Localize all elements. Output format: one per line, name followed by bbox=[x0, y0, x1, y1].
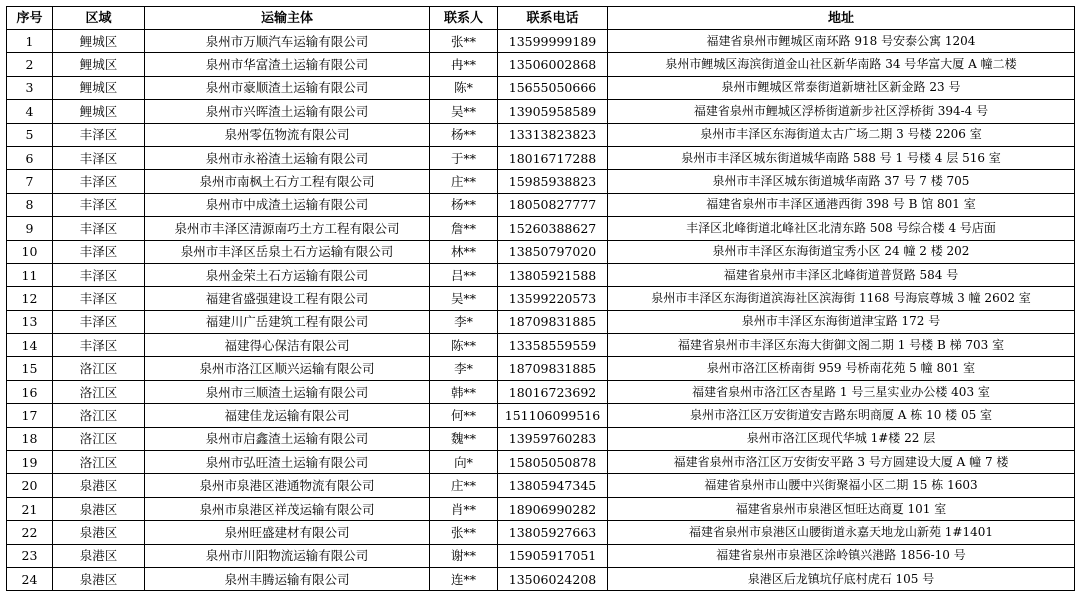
cell-district: 洛江区 bbox=[53, 427, 145, 450]
header-address: 地址 bbox=[608, 7, 1075, 30]
cell-index: 7 bbox=[7, 170, 53, 193]
cell-district: 泉港区 bbox=[53, 474, 145, 497]
cell-company: 泉州市丰泽区清源南巧土方工程有限公司 bbox=[145, 217, 430, 240]
cell-phone: 18016717288 bbox=[498, 146, 608, 169]
table-header-row bbox=[7, 7, 1075, 30]
cell-district: 丰泽区 bbox=[53, 217, 145, 240]
cell-contact: 何** bbox=[430, 404, 498, 427]
cell-phone: 13506002868 bbox=[498, 53, 608, 76]
table-row bbox=[7, 76, 1075, 99]
cell-address: 福建省泉州市鲤城区浮桥街道新步社区浮桥街 394-4 号 bbox=[608, 100, 1075, 123]
cell-phone: 15655050666 bbox=[498, 76, 608, 99]
cell-district: 洛江区 bbox=[53, 451, 145, 474]
cell-contact: 吴** bbox=[430, 287, 498, 310]
cell-phone: 13805947345 bbox=[498, 474, 608, 497]
cell-contact: 詹** bbox=[430, 217, 498, 240]
cell-district: 泉港区 bbox=[53, 567, 145, 590]
cell-address: 福建省泉州市洛江区万安街安平路 3 号方圆建设大厦 A 幢 7 楼 bbox=[608, 451, 1075, 474]
cell-index: 17 bbox=[7, 404, 53, 427]
cell-phone: 18709831885 bbox=[498, 310, 608, 333]
cell-index: 15 bbox=[7, 357, 53, 380]
cell-address: 福建省泉州市丰泽区北峰街道普贤路 584 号 bbox=[608, 263, 1075, 286]
table-row bbox=[7, 404, 1075, 427]
cell-address: 泉州市丰泽区东海街道滨海社区滨海街 1168 号海宸尊城 3 幢 2602 室 bbox=[608, 287, 1075, 310]
table-row bbox=[7, 193, 1075, 216]
cell-company: 泉州金荣土石方运输有限公司 bbox=[145, 263, 430, 286]
cell-phone: 15905917051 bbox=[498, 544, 608, 567]
cell-company: 泉州市洛江区顺兴运输有限公司 bbox=[145, 357, 430, 380]
cell-company: 泉州零伍物流有限公司 bbox=[145, 123, 430, 146]
cell-company: 泉州市兴晖渣土运输有限公司 bbox=[145, 100, 430, 123]
header-contact: 联系人 bbox=[430, 7, 498, 30]
cell-index: 19 bbox=[7, 451, 53, 474]
cell-district: 洛江区 bbox=[53, 380, 145, 403]
cell-district: 洛江区 bbox=[53, 404, 145, 427]
cell-company: 泉州市丰泽区岳泉土石方运输有限公司 bbox=[145, 240, 430, 263]
cell-phone: 151106099516 bbox=[498, 404, 608, 427]
cell-company: 福建川广岳建筑工程有限公司 bbox=[145, 310, 430, 333]
cell-district: 丰泽区 bbox=[53, 123, 145, 146]
cell-phone: 13805921588 bbox=[498, 263, 608, 286]
table-row bbox=[7, 544, 1075, 567]
cell-phone: 15805050878 bbox=[498, 451, 608, 474]
cell-phone: 13599220573 bbox=[498, 287, 608, 310]
cell-phone: 13313823823 bbox=[498, 123, 608, 146]
cell-contact: 谢** bbox=[430, 544, 498, 567]
cell-address: 泉州市丰泽区城东街道城华南路 37 号 7 楼 705 bbox=[608, 170, 1075, 193]
cell-phone: 18016723692 bbox=[498, 380, 608, 403]
cell-district: 泉港区 bbox=[53, 497, 145, 520]
cell-index: 2 bbox=[7, 53, 53, 76]
cell-phone: 15260388627 bbox=[498, 217, 608, 240]
cell-contact: 于** bbox=[430, 146, 498, 169]
cell-index: 6 bbox=[7, 146, 53, 169]
cell-phone: 13850797020 bbox=[498, 240, 608, 263]
cell-address: 福建省泉州市丰泽区通港西街 398 号 B 馆 801 室 bbox=[608, 193, 1075, 216]
cell-district: 丰泽区 bbox=[53, 193, 145, 216]
table-row bbox=[7, 287, 1075, 310]
cell-phone: 18050827777 bbox=[498, 193, 608, 216]
cell-contact: 向* bbox=[430, 451, 498, 474]
cell-address: 泉州市丰泽区东海街道宝秀小区 24 幢 2 楼 202 bbox=[608, 240, 1075, 263]
cell-address: 福建省泉州市山腰中兴街聚福小区二期 15 栋 1603 bbox=[608, 474, 1075, 497]
cell-index: 10 bbox=[7, 240, 53, 263]
table-body bbox=[7, 30, 1075, 591]
cell-address: 泉州市洛江区万安街道安吉路东明商厦 A 栋 10 楼 05 室 bbox=[608, 404, 1075, 427]
cell-company: 泉州市中成渣土运输有限公司 bbox=[145, 193, 430, 216]
table-row bbox=[7, 263, 1075, 286]
cell-address: 泉州市丰泽区城东街道城华南路 588 号 1 号楼 4 层 516 室 bbox=[608, 146, 1075, 169]
cell-company: 福建得心保洁有限公司 bbox=[145, 334, 430, 357]
cell-contact: 庄** bbox=[430, 474, 498, 497]
cell-address: 福建省泉州市丰泽区东海大街御文阁二期 1 号楼 B 梯 703 室 bbox=[608, 334, 1075, 357]
cell-district: 泉港区 bbox=[53, 521, 145, 544]
cell-phone: 18709831885 bbox=[498, 357, 608, 380]
cell-index: 14 bbox=[7, 334, 53, 357]
cell-contact: 陈* bbox=[430, 76, 498, 99]
table-row bbox=[7, 334, 1075, 357]
cell-district: 丰泽区 bbox=[53, 287, 145, 310]
cell-contact: 杨** bbox=[430, 123, 498, 146]
cell-company: 泉州旺盛建材有限公司 bbox=[145, 521, 430, 544]
header-index: 序号 bbox=[7, 7, 53, 30]
cell-address: 福建省泉州市泉港区山腰街道永嘉天地龙山新苑 1#1401 bbox=[608, 521, 1075, 544]
table-row bbox=[7, 497, 1075, 520]
cell-index: 12 bbox=[7, 287, 53, 310]
table-row bbox=[7, 146, 1075, 169]
cell-address: 福建省泉州市泉港区涂岭镇兴港路 1856-10 号 bbox=[608, 544, 1075, 567]
cell-contact: 李* bbox=[430, 310, 498, 333]
table-row bbox=[7, 30, 1075, 53]
table-row bbox=[7, 521, 1075, 544]
header-phone: 联系电话 bbox=[498, 7, 608, 30]
cell-district: 丰泽区 bbox=[53, 334, 145, 357]
cell-phone: 18906990282 bbox=[498, 497, 608, 520]
cell-index: 5 bbox=[7, 123, 53, 146]
cell-district: 丰泽区 bbox=[53, 310, 145, 333]
cell-index: 20 bbox=[7, 474, 53, 497]
cell-index: 22 bbox=[7, 521, 53, 544]
cell-phone: 13506024208 bbox=[498, 567, 608, 590]
cell-district: 鲤城区 bbox=[53, 100, 145, 123]
table-row bbox=[7, 123, 1075, 146]
cell-contact: 魏** bbox=[430, 427, 498, 450]
cell-company: 泉州市弘旺渣土运输有限公司 bbox=[145, 451, 430, 474]
cell-address: 泉州市鲤城区海滨街道金山社区新华南路 34 号华富大厦 A 幢二楼 bbox=[608, 53, 1075, 76]
cell-index: 23 bbox=[7, 544, 53, 567]
table-row bbox=[7, 451, 1075, 474]
cell-address: 泉州市鲤城区常泰街道新塘社区新金路 23 号 bbox=[608, 76, 1075, 99]
cell-address: 丰泽区北峰街道北峰社区北清东路 508 号综合楼 4 号店面 bbox=[608, 217, 1075, 240]
cell-contact: 林** bbox=[430, 240, 498, 263]
cell-company: 泉州市南枫土石方工程有限公司 bbox=[145, 170, 430, 193]
transport-company-table bbox=[6, 6, 1075, 591]
cell-contact: 张** bbox=[430, 521, 498, 544]
cell-company: 福建佳龙运输有限公司 bbox=[145, 404, 430, 427]
cell-address: 福建省泉州市洛江区杏星路 1 号三星实业办公楼 403 室 bbox=[608, 380, 1075, 403]
cell-company: 泉州市泉港区港通物流有限公司 bbox=[145, 474, 430, 497]
cell-contact: 张** bbox=[430, 30, 498, 53]
cell-address: 泉州市洛江区桥南街 959 号桥南花苑 5 幢 801 室 bbox=[608, 357, 1075, 380]
cell-index: 24 bbox=[7, 567, 53, 590]
cell-phone: 15985938823 bbox=[498, 170, 608, 193]
cell-company: 泉州市启鑫渣土运输有限公司 bbox=[145, 427, 430, 450]
cell-company: 福建省盛强建设工程有限公司 bbox=[145, 287, 430, 310]
cell-company: 泉州市华富渣土运输有限公司 bbox=[145, 53, 430, 76]
cell-company: 泉州市豪顺渣土运输有限公司 bbox=[145, 76, 430, 99]
cell-phone: 13599999189 bbox=[498, 30, 608, 53]
cell-district: 丰泽区 bbox=[53, 170, 145, 193]
table-row bbox=[7, 427, 1075, 450]
cell-address: 福建省泉州市鲤城区南环路 918 号安泰公寓 1204 bbox=[608, 30, 1075, 53]
cell-index: 9 bbox=[7, 217, 53, 240]
cell-address: 福建省泉州市泉港区恒旺达商夏 101 室 bbox=[608, 497, 1075, 520]
cell-contact: 连** bbox=[430, 567, 498, 590]
table-row bbox=[7, 357, 1075, 380]
cell-district: 鲤城区 bbox=[53, 53, 145, 76]
cell-phone: 13358559559 bbox=[498, 334, 608, 357]
cell-district: 丰泽区 bbox=[53, 240, 145, 263]
header-company: 运输主体 bbox=[145, 7, 430, 30]
cell-contact: 吴** bbox=[430, 100, 498, 123]
table-row bbox=[7, 567, 1075, 590]
table-row bbox=[7, 170, 1075, 193]
cell-district: 鲤城区 bbox=[53, 30, 145, 53]
table-row bbox=[7, 310, 1075, 333]
cell-contact: 冉** bbox=[430, 53, 498, 76]
cell-index: 1 bbox=[7, 30, 53, 53]
table-row bbox=[7, 474, 1075, 497]
cell-company: 泉州市泉港区祥茂运输有限公司 bbox=[145, 497, 430, 520]
cell-company: 泉州市川阳物流运输有限公司 bbox=[145, 544, 430, 567]
cell-index: 16 bbox=[7, 380, 53, 403]
cell-index: 13 bbox=[7, 310, 53, 333]
cell-index: 8 bbox=[7, 193, 53, 216]
cell-contact: 李* bbox=[430, 357, 498, 380]
cell-index: 18 bbox=[7, 427, 53, 450]
cell-company: 泉州丰腾运输有限公司 bbox=[145, 567, 430, 590]
transport-company-table-document bbox=[6, 6, 1074, 591]
cell-company: 泉州市三顺渣土运输有限公司 bbox=[145, 380, 430, 403]
cell-address: 泉港区后龙镇坑仔底村虎石 105 号 bbox=[608, 567, 1075, 590]
cell-contact: 肖** bbox=[430, 497, 498, 520]
cell-phone: 13959760283 bbox=[498, 427, 608, 450]
cell-contact: 韩** bbox=[430, 380, 498, 403]
cell-address: 泉州市丰泽区东海街道津宝路 172 号 bbox=[608, 310, 1075, 333]
cell-phone: 13905958589 bbox=[498, 100, 608, 123]
table-row bbox=[7, 217, 1075, 240]
header-district: 区域 bbox=[53, 7, 145, 30]
cell-district: 洛江区 bbox=[53, 357, 145, 380]
cell-contact: 陈** bbox=[430, 334, 498, 357]
table-row bbox=[7, 240, 1075, 263]
table-row bbox=[7, 380, 1075, 403]
cell-district: 泉港区 bbox=[53, 544, 145, 567]
cell-district: 丰泽区 bbox=[53, 146, 145, 169]
cell-company: 泉州市永裕渣土运输有限公司 bbox=[145, 146, 430, 169]
cell-company: 泉州市万顺汽车运输有限公司 bbox=[145, 30, 430, 53]
cell-index: 3 bbox=[7, 76, 53, 99]
table-row bbox=[7, 53, 1075, 76]
cell-district: 鲤城区 bbox=[53, 76, 145, 99]
cell-phone: 13805927663 bbox=[498, 521, 608, 544]
cell-district: 丰泽区 bbox=[53, 263, 145, 286]
cell-index: 21 bbox=[7, 497, 53, 520]
cell-contact: 吕** bbox=[430, 263, 498, 286]
cell-index: 11 bbox=[7, 263, 53, 286]
cell-contact: 庄** bbox=[430, 170, 498, 193]
cell-index: 4 bbox=[7, 100, 53, 123]
cell-address: 泉州市洛江区现代华城 1#楼 22 层 bbox=[608, 427, 1075, 450]
table-row bbox=[7, 100, 1075, 123]
cell-contact: 杨** bbox=[430, 193, 498, 216]
cell-address: 泉州市丰泽区东海街道太古广场二期 3 号楼 2206 室 bbox=[608, 123, 1075, 146]
